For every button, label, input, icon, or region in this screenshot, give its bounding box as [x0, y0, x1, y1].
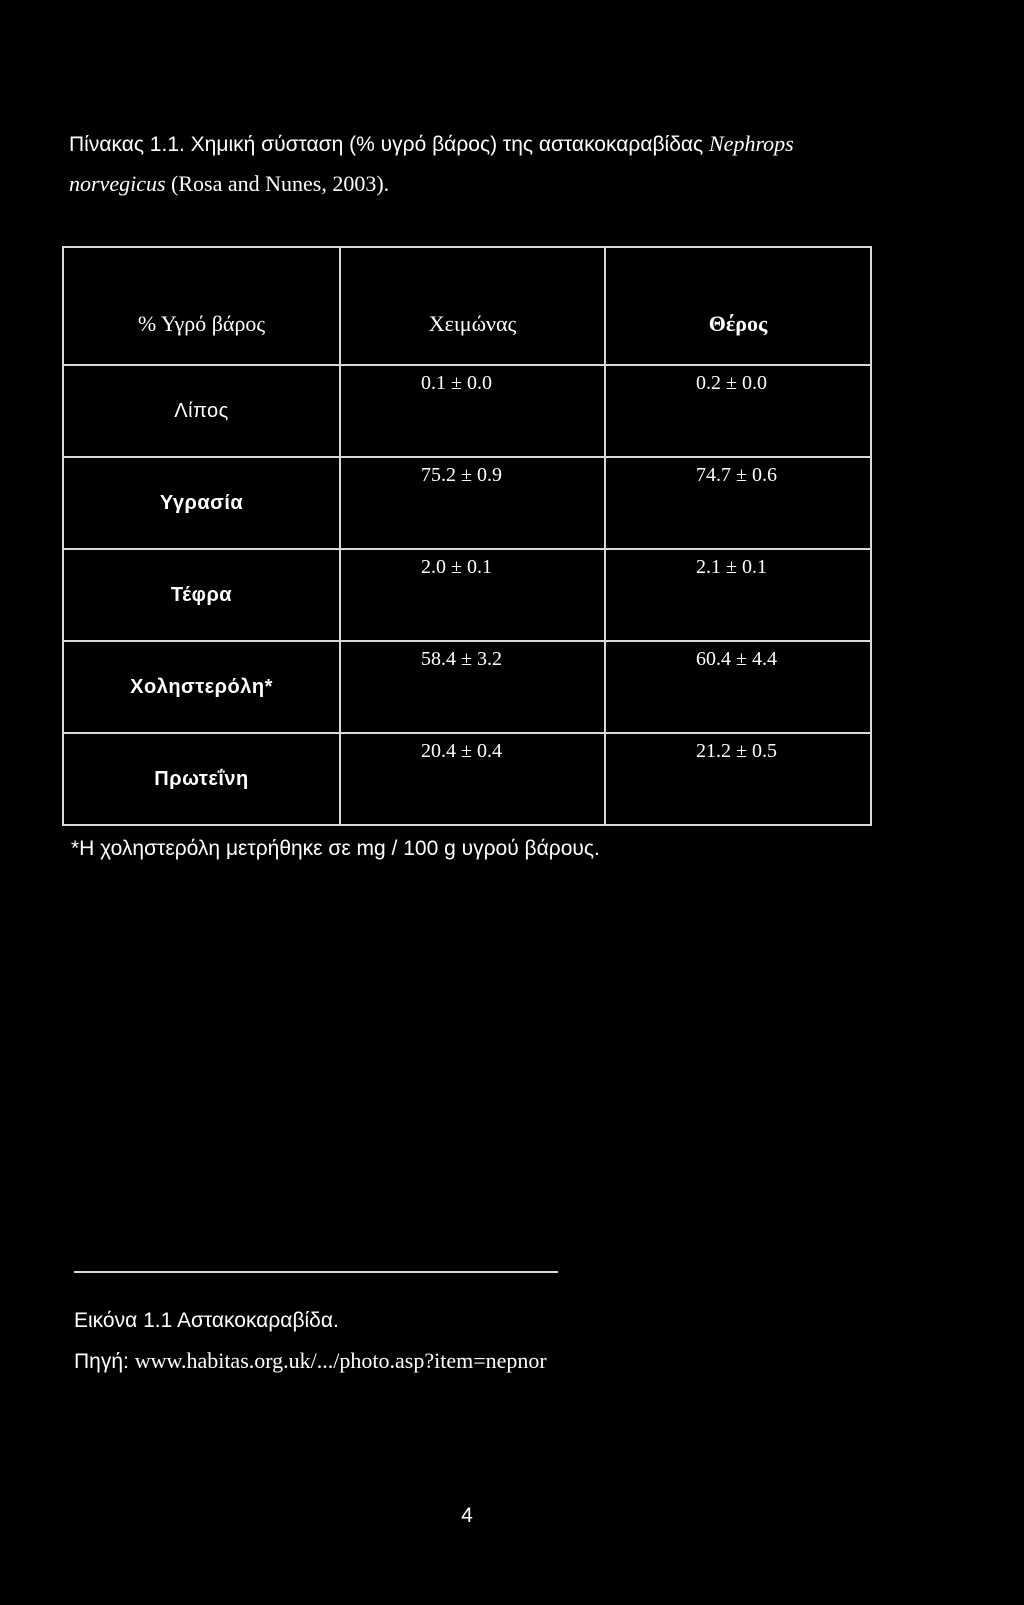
figure-source [74, 1341, 547, 1382]
cell-winter: 2.0 ± 0.1 [340, 549, 605, 641]
header-winter: Χειμώνας [340, 247, 605, 365]
table-caption [69, 124, 969, 204]
table-footnote: *Η χοληστερόλη μετρήθηκε σε mg / 100 g υγρού βάρους. [71, 837, 600, 860]
caption-reference: (Rosa and Nunes, 2003). [165, 171, 390, 196]
cell-summer: 0.2 ± 0.0 [605, 365, 871, 457]
table-header-row [63, 247, 871, 365]
composition-table [62, 246, 870, 823]
cell-summer: 60.4 ± 4.4 [605, 641, 871, 733]
row-label: Πρωτεΐνη [63, 733, 340, 825]
header-summer: Θέρος [605, 247, 871, 365]
caption-species-genus: Nephrops [709, 131, 794, 156]
figure-caption-block [74, 1301, 547, 1382]
caption-species-epithet: norvegicus [69, 171, 166, 196]
page-number: 4 [461, 1504, 473, 1527]
caption-prefix: Πίνακας 1.1. Χημική σύσταση (% υγρό βάρος) της αστακοκαραβίδας [69, 133, 709, 156]
cell-summer: 74.7 ± 0.6 [605, 457, 871, 549]
cell-winter: 75.2 ± 0.9 [340, 457, 605, 549]
table-row [63, 549, 871, 641]
figure-caption: Εικόνα 1.1 Αστακοκαραβίδα. [74, 1309, 339, 1332]
table-row [63, 457, 871, 549]
cell-summer: 2.1 ± 0.1 [605, 549, 871, 641]
header-measure: % Υγρό βάρος [63, 247, 340, 365]
figure-source-label: Πηγή: [74, 1350, 135, 1373]
cell-summer: 21.2 ± 0.5 [605, 733, 871, 825]
table-row [63, 365, 871, 457]
row-label: Λίπος [63, 365, 340, 457]
cell-winter: 20.4 ± 0.4 [340, 733, 605, 825]
row-label: Τέφρα [63, 549, 340, 641]
figure-source-url: www.habitas.org.uk/.../photo.asp?item=nepnor [134, 1348, 547, 1373]
table-row [63, 641, 871, 733]
composition-table-grid [62, 246, 872, 826]
cell-winter: 0.1 ± 0.0 [340, 365, 605, 457]
row-label: Υγρασία [63, 457, 340, 549]
figure-divider [74, 1271, 558, 1273]
cell-winter: 58.4 ± 3.2 [340, 641, 605, 733]
row-label: Χοληστερόλη* [63, 641, 340, 733]
table-row [63, 733, 871, 825]
